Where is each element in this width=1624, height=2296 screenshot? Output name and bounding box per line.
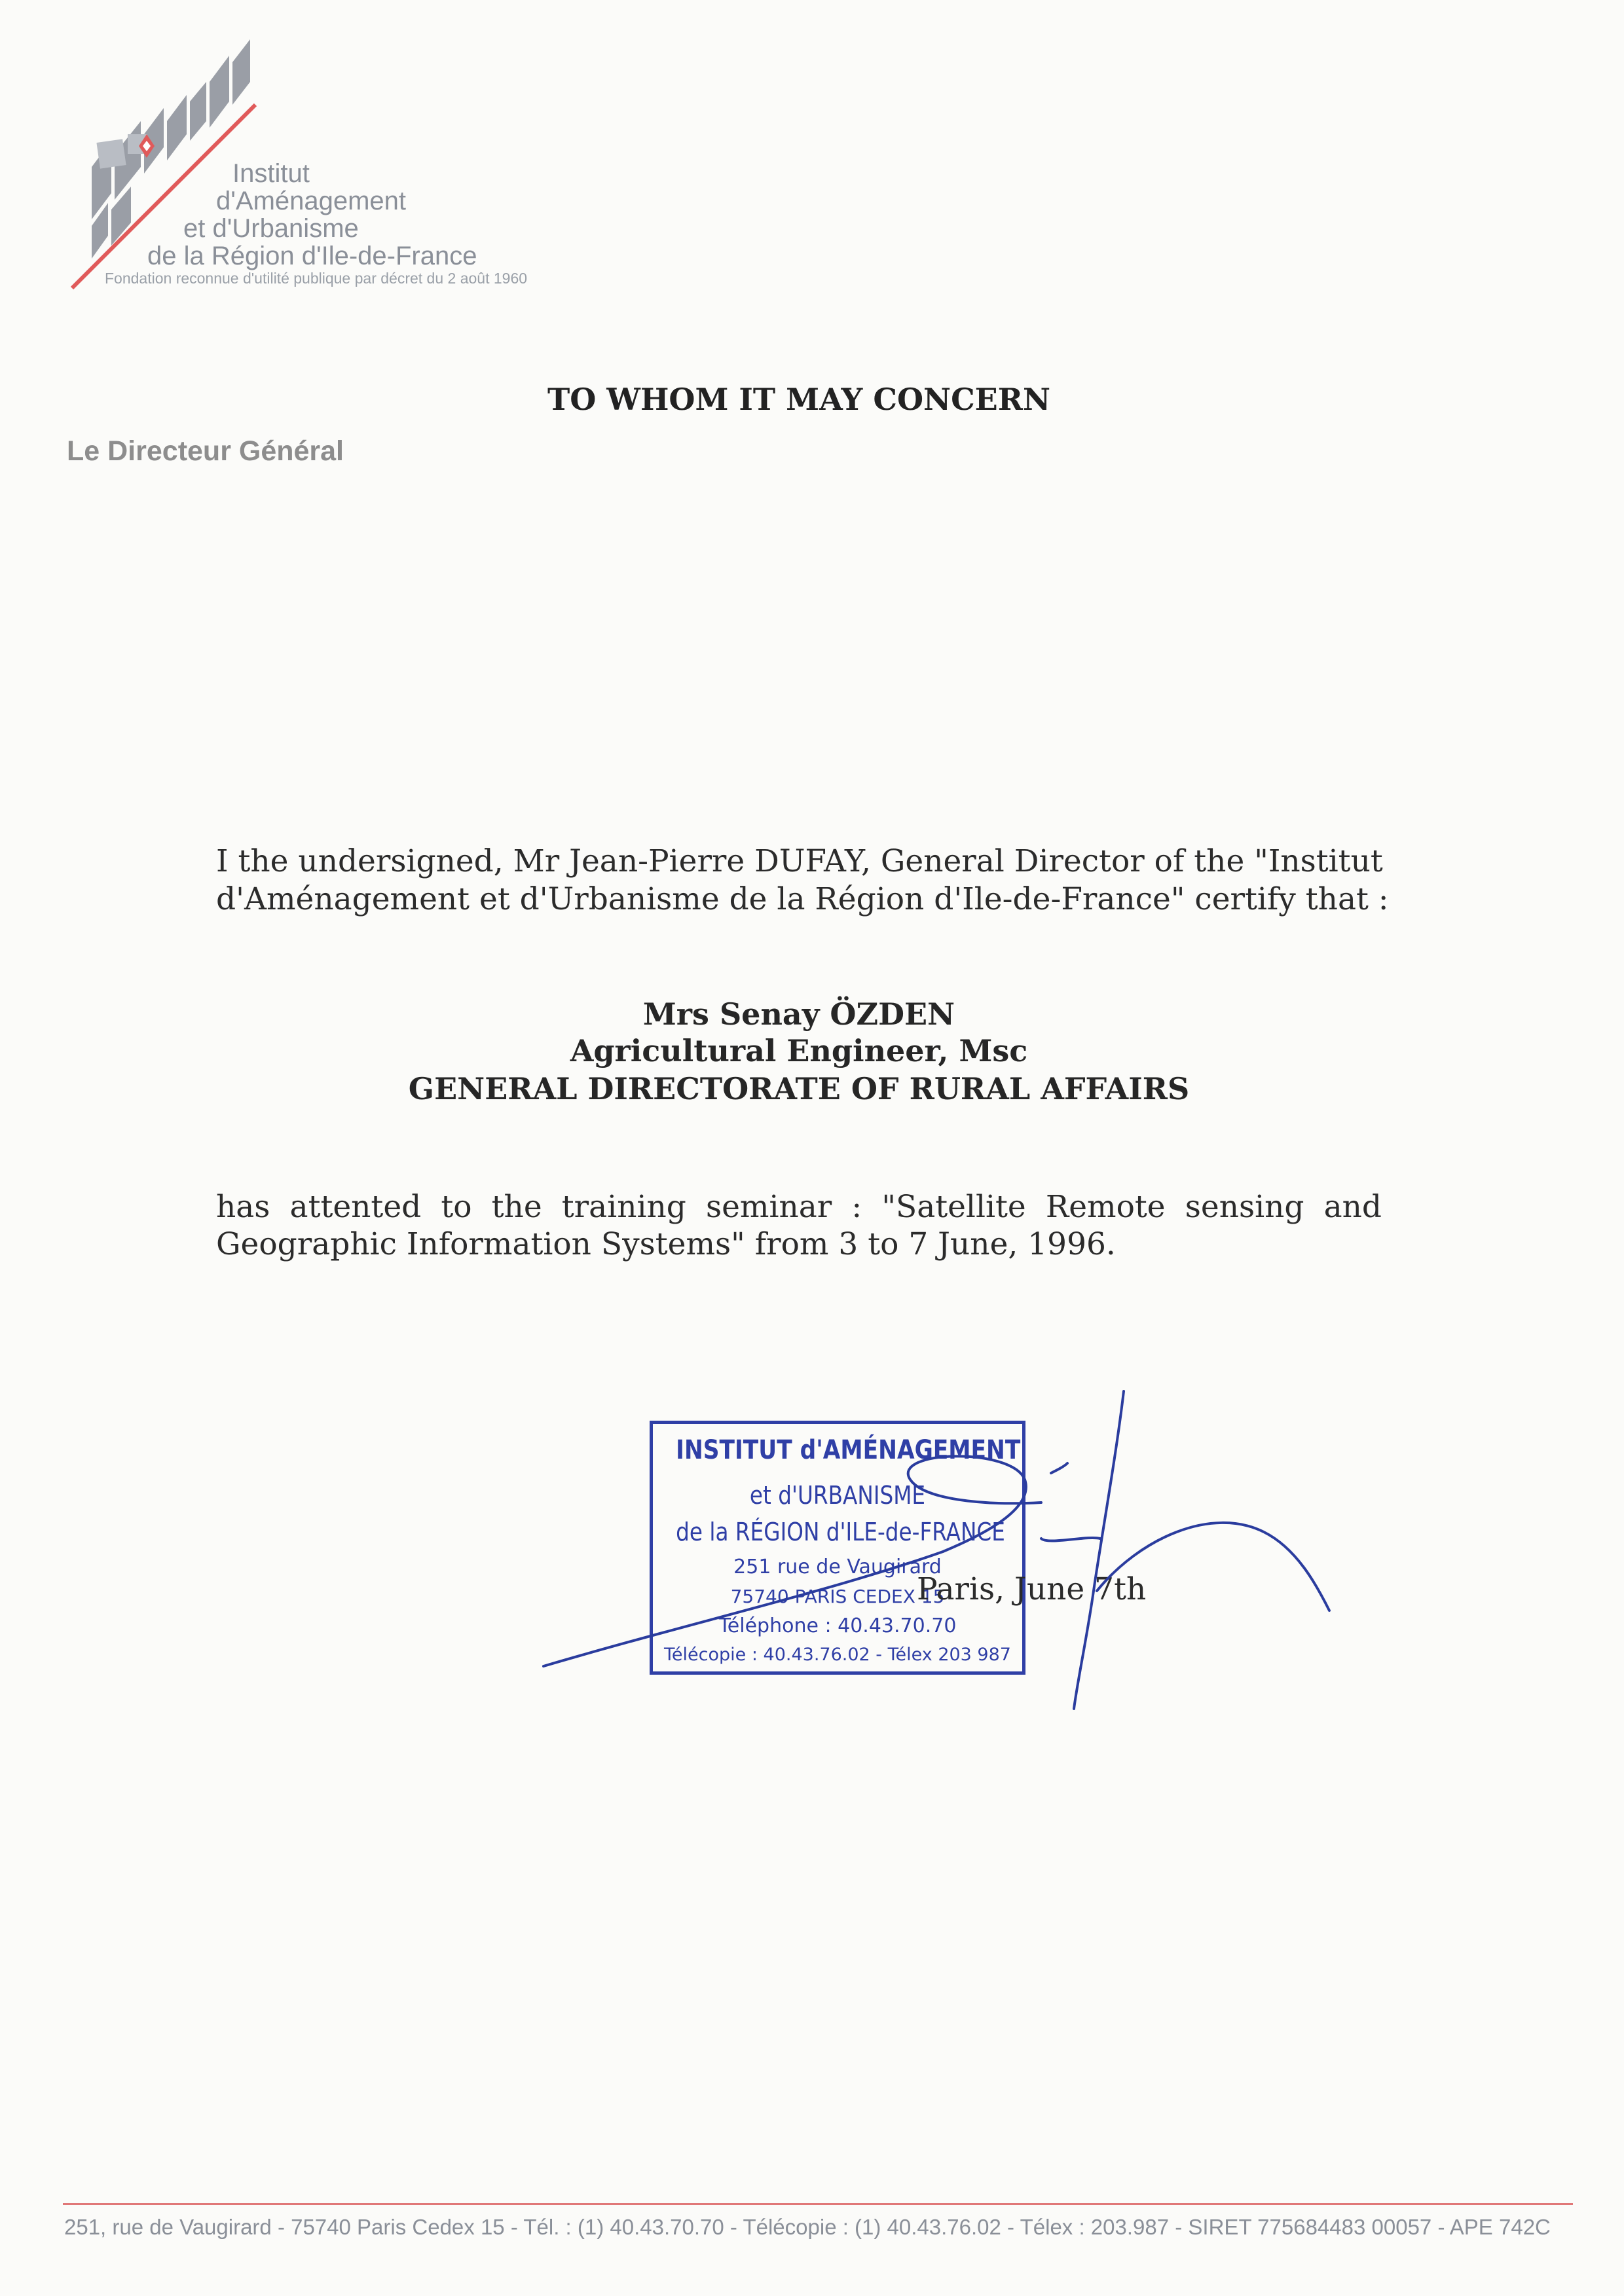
letterhead-tagline: Fondation reconnue d'utilité publique par décret du 2 août 1960 [105, 270, 528, 287]
stamp-line-6: Téléphone : 40.43.70.70 [718, 1614, 957, 1637]
letterhead-name-line-2: d'Aménagement [216, 187, 407, 215]
recipient-org: GENERAL DIRECTORATE OF RURAL AFFAIRS [408, 1071, 1190, 1106]
letterhead-name-line-4: de la Région d'Ile-de-France [147, 242, 477, 270]
stamp-line-4: 251 rue de Vaugirard [733, 1556, 942, 1578]
stamp-line-2: et d'URBANISME [749, 1481, 926, 1510]
footer-rule [63, 2203, 1573, 2205]
paragraph-1-line-2: d'Aménagement et d'Urbanisme de la Région d'Ile-de-France" certify that : [216, 881, 1389, 917]
handwritten-signature [524, 1375, 1349, 1728]
stamp-line-3: de la RÉGION d'ILE-de-FRANCE [676, 1518, 1005, 1546]
paragraph-2-line-1: has attented to the training seminar : "Satellite Remote sensing and [216, 1189, 1382, 1225]
recipient-name: Mrs Senay ÖZDEN [642, 996, 955, 1032]
document-heading: TO WHOM IT MAY CONCERN [547, 382, 1051, 417]
director-label: Le Directeur Général [67, 435, 344, 467]
stamp-line-1: INSTITUT d'AMÉNAGEMENT [676, 1435, 1021, 1465]
stamp-line-5: 75740 PARIS CEDEX 15 [730, 1586, 945, 1607]
footer-address: 251, rue de Vaugirard - 75740 Paris Cedex 15 - Tél. : (1) 40.43.70.70 - Télécopie : (1) 40.43.76.02 - Télex : 203.987 - SIRET 775684483 00057 - APE 742C [64, 2215, 1551, 2239]
letterhead-name-line-3: et d'Urbanisme [183, 214, 359, 243]
place-date: Paris, June 7th [917, 1571, 1147, 1607]
paragraph-2-line-2: Geographic Information Systems" from 3 to 7 June, 1996. [216, 1226, 1116, 1262]
stamp-line-7: Télécopie : 40.43.76.02 - Télex 203 987 [664, 1645, 1011, 1665]
paragraph-1-line-1: I the undersigned, Mr Jean-Pierre DUFAY, General Director of the "Institut [216, 843, 1383, 879]
letterhead-name-line-1: Institut [232, 159, 310, 188]
recipient-title: Agricultural Engineer, Msc [570, 1033, 1028, 1068]
